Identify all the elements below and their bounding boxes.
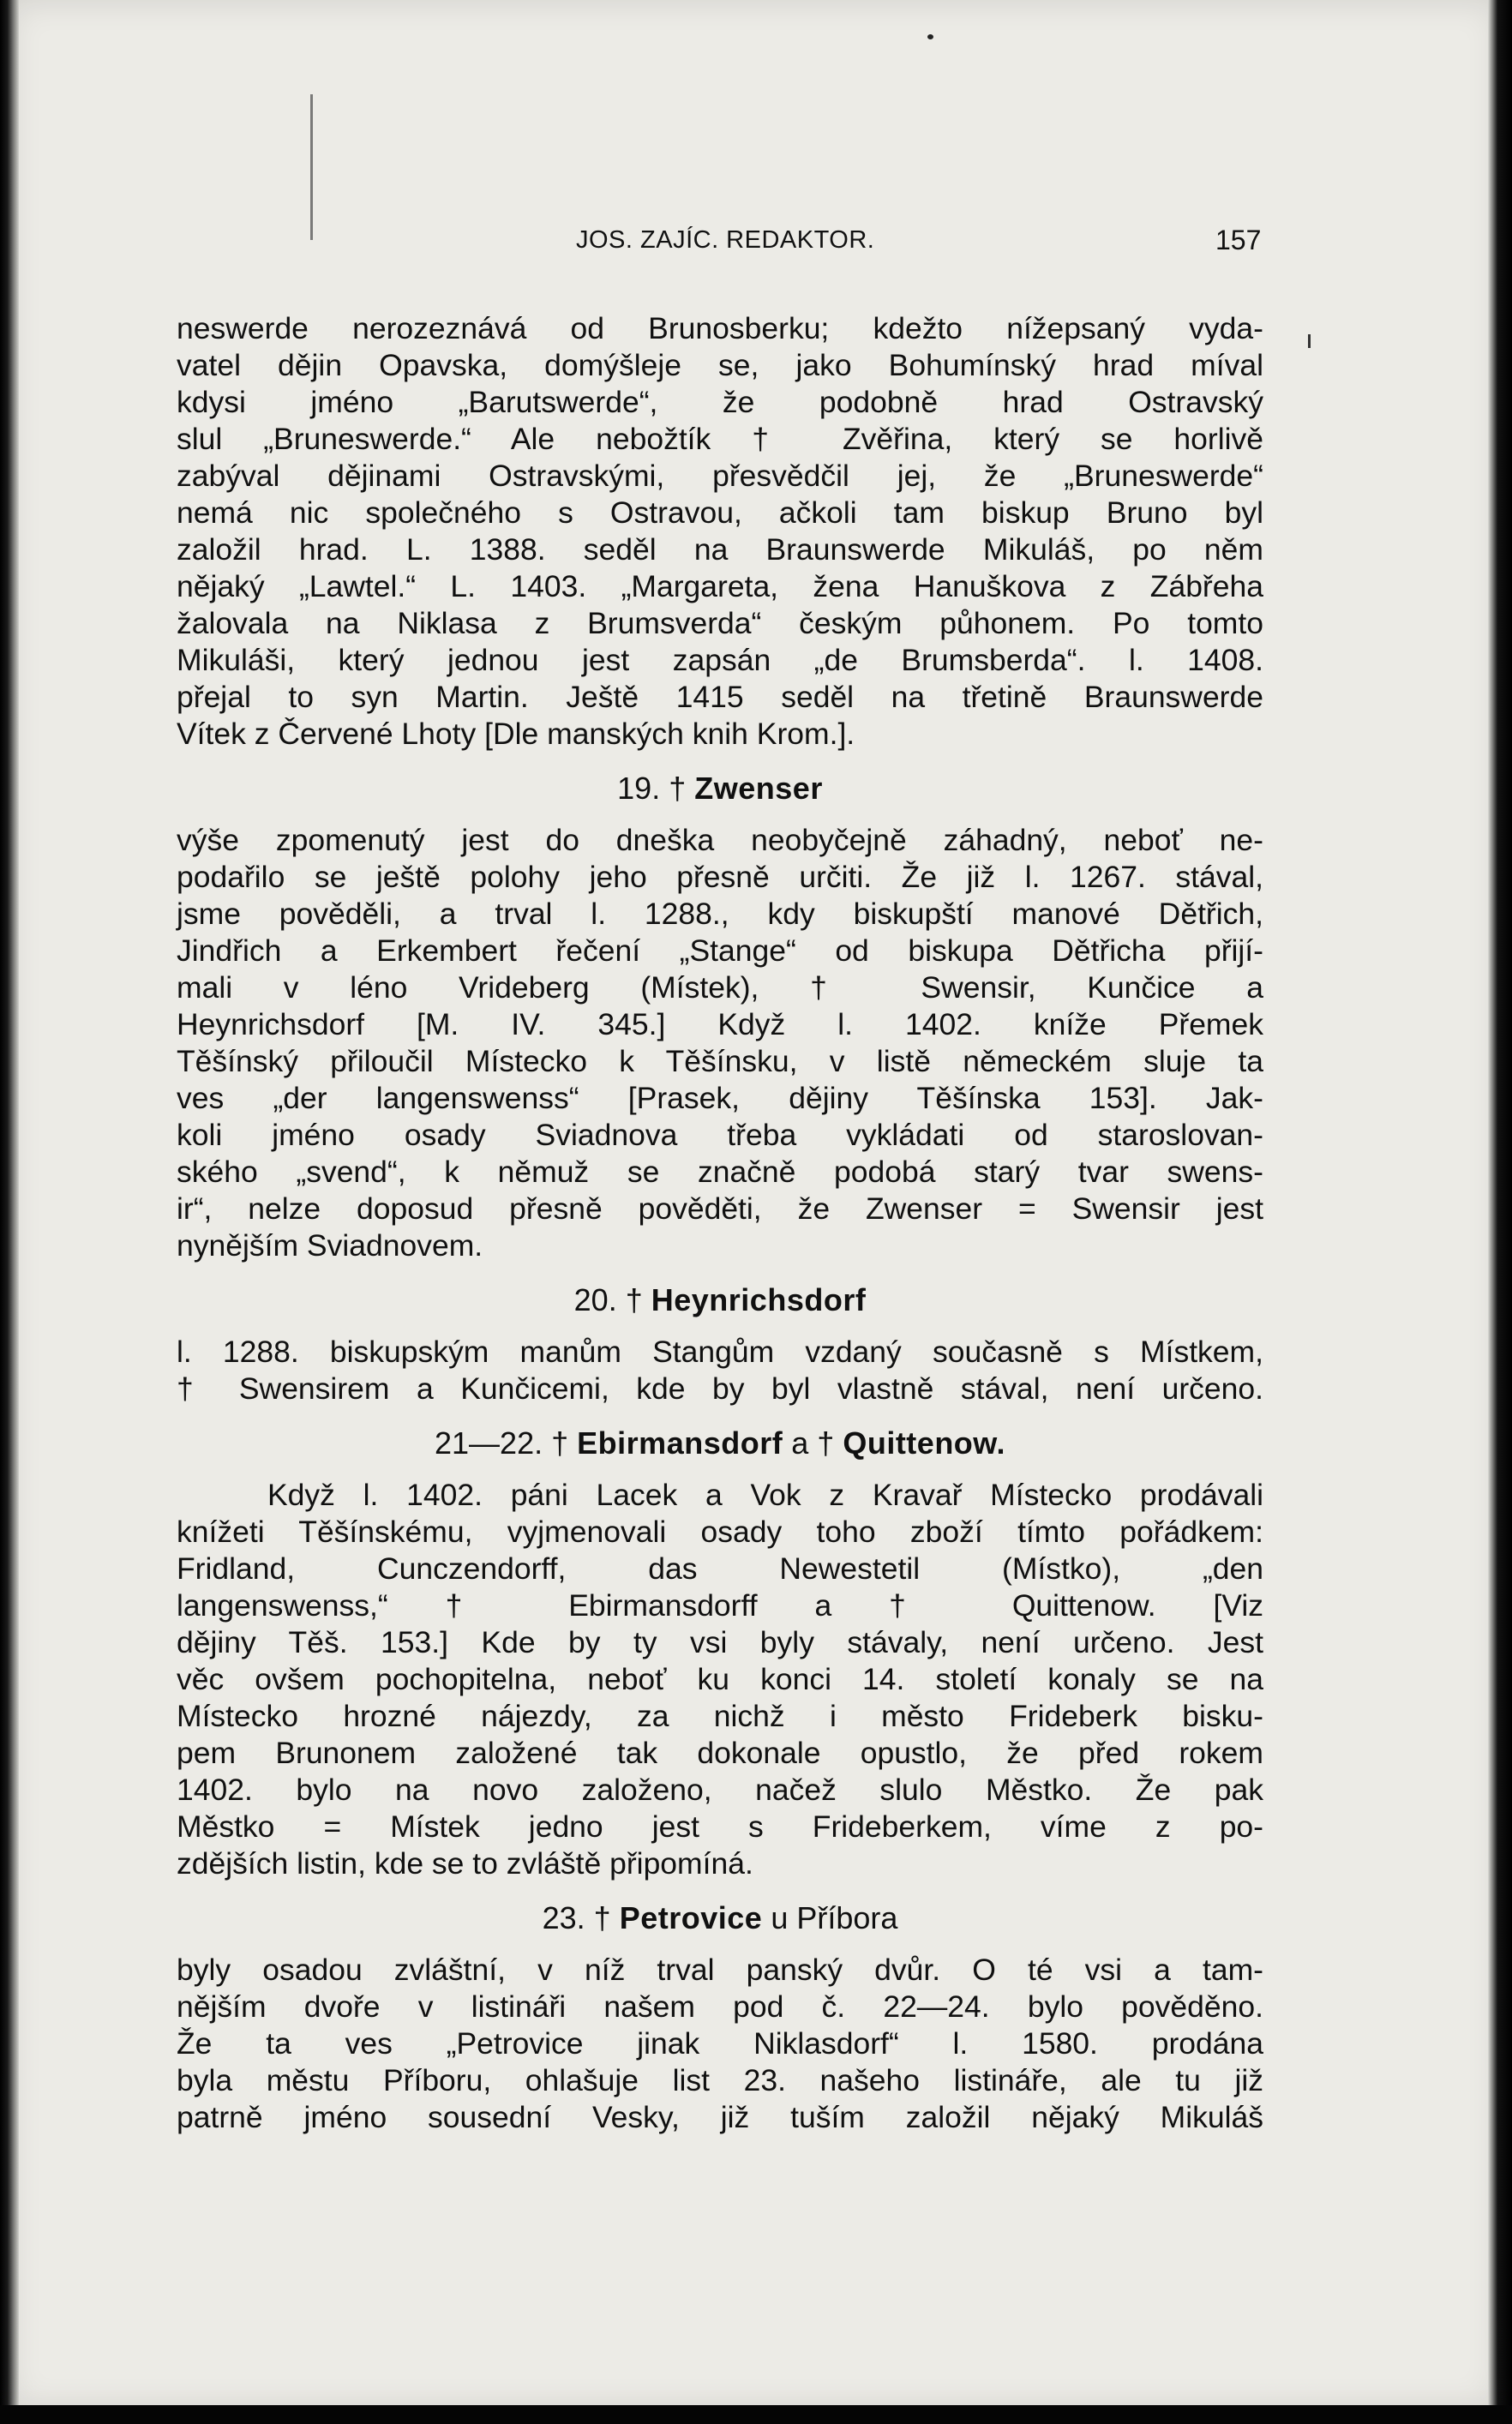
scan-edge-left bbox=[0, 0, 19, 2424]
text-line: ir“, nelze doposud přesně pověděti, že Zwenser = Swensir jest bbox=[177, 1191, 1263, 1226]
text-line: podařilo se ještě polohy jeho přesně určiti. Že již l. 1267. stával, bbox=[177, 860, 1263, 894]
text-line: žalovala na Niklasa z Brumsverda“ českým půhonem. Po tomto bbox=[177, 606, 1263, 640]
text-line: † Swensirem a Kunčicemi, kde by byl vlastně stával, není určeno. bbox=[177, 1371, 1263, 1406]
text-line: nemá nic společného s Ostravou, ačkoli tam biskup Bruno byl bbox=[177, 495, 1263, 530]
text-line: založil hrad. L. 1388. seděl na Braunswerde Mikuláš, po něm bbox=[177, 532, 1263, 567]
scan-edge-right bbox=[1488, 0, 1512, 2424]
page-body bbox=[177, 310, 1263, 2136]
text-line: koli jméno osady Sviadnova třeba vykládati od staroslovan- bbox=[177, 1118, 1263, 1152]
dagger-mark: † bbox=[551, 1425, 569, 1461]
section-heading-23 bbox=[177, 1899, 1263, 1936]
text-line: ského „svend“, k němuž se značně podobá starý tvar swens- bbox=[177, 1155, 1263, 1189]
scan-edge-bottom bbox=[0, 2405, 1512, 2424]
section-conjunction: a bbox=[791, 1425, 809, 1461]
section-title: Heynrichsdorf bbox=[651, 1282, 867, 1317]
text-line: slul „Bruneswerde.“ Ale nebožtík † Zvěřina, který se horlivě bbox=[177, 422, 1263, 456]
text-line: Mikuláši, který jednou jest zapsán „de Brumsberda“. l. 1408. bbox=[177, 643, 1263, 677]
section-number: 19. bbox=[617, 771, 661, 806]
text-line: Vítek z Červené Lhoty [Dle manských knih Krom.]. bbox=[177, 717, 855, 751]
text-line: zdějších listin, kde se to zvláště připomíná. bbox=[177, 1846, 753, 1881]
margin-mark bbox=[1308, 334, 1311, 348]
text-line: byly osadou zvláštní, v níž trval panský dvůr. O té vsi a tam- bbox=[177, 1953, 1263, 1987]
text-line: Fridland, Cunczendorff, das Newestetil (Místko), „den bbox=[177, 1551, 1263, 1586]
dagger-mark: † bbox=[625, 1282, 643, 1317]
text-line: věc ovšem pochopitelna, neboť ku konci 14. století konaly se na bbox=[177, 1662, 1263, 1696]
text-line: Když l. 1402. páni Lacek a Vok z Kravař Místecko prodávali bbox=[267, 1478, 1263, 1512]
text-line: nějším dvoře v listináři našem pod č. 22—24. bylo pověděno. bbox=[177, 1989, 1263, 2024]
section-number: 20. bbox=[573, 1282, 617, 1317]
section-number: 21—22. bbox=[435, 1425, 543, 1461]
text-line: Jindřich a Erkembert řečení „Stange“ od biskupa Dětřicha přijí- bbox=[177, 933, 1263, 968]
text-line: výše zpomenutý jest do dneška neobyčejně záhadný, neboť ne- bbox=[177, 823, 1263, 857]
text-line: ves „der langenswenss“ [Prasek, dějiny Těšínska 153]. Jak- bbox=[177, 1081, 1263, 1115]
text-line: Městko = Místek jedno jest s Frideberkem, víme z po- bbox=[177, 1809, 1263, 1844]
scan-speck bbox=[927, 34, 933, 39]
text-line: pem Brunonem založené tak dokonale opustlo, že před rokem bbox=[177, 1736, 1263, 1770]
text-line: vatel dějin Opavska, domýšleje se, jako Bohumínský hrad míval bbox=[177, 348, 1263, 382]
section-23-body bbox=[177, 1952, 1263, 2136]
text-line: jsme pověděli, a trval l. 1288., kdy biskupští manové Dětřich, bbox=[177, 897, 1263, 931]
text-line: byla městu Příboru, ohlašuje list 23. našeho listináře, ale tu již bbox=[177, 2063, 1263, 2097]
text-line: zabýval dějinami Ostravskými, přesvědčil jej, že „Bruneswerde“ bbox=[177, 459, 1263, 493]
text-line: Že ta ves „Petrovice jinak Niklasdorf“ l. 1580. prodána bbox=[177, 2026, 1263, 2061]
section-intro bbox=[177, 310, 1263, 753]
page-header bbox=[0, 221, 1512, 264]
text-line: nějaký „Lawtel.“ L. 1403. „Margareta, žena Hanuškova z Zábřeha bbox=[177, 569, 1263, 603]
section-title: Petrovice bbox=[619, 1900, 763, 1935]
text-line: patrně jméno sousední Vesky, již tuším založil nějaký Mikuláš bbox=[177, 2100, 1263, 2134]
section-title-suffix: u Příbora bbox=[771, 1900, 898, 1935]
text-line: Heynrichsdorf [M. IV. 345.] Když l. 1402. kníže Přemek bbox=[177, 1007, 1263, 1041]
dagger-mark: † bbox=[817, 1425, 835, 1461]
dagger-mark: † bbox=[669, 771, 687, 806]
gutter-shadow bbox=[310, 94, 313, 240]
section-20-body bbox=[177, 1334, 1263, 1407]
section-heading-21-22 bbox=[177, 1425, 1263, 1461]
text-line: kdysi jméno „Barutswerde“, že podobně hrad Ostravský bbox=[177, 385, 1263, 419]
text-line: Těšínský přiloučil Místecko k Těšínsku, v listě německém sluje ta bbox=[177, 1044, 1263, 1078]
text-line: l. 1288. biskupským manům Stangům vzdaný současně s Místkem, bbox=[177, 1335, 1263, 1369]
text-line: dějiny Těš. 153.] Kde by ty vsi byly stávaly, není určeno. Jest bbox=[177, 1625, 1263, 1659]
text-line: Místecko hrozné nájezdy, za nichž i město Frideberk bisku- bbox=[177, 1699, 1263, 1733]
running-head: JOS. ZAJÍC. REDAKTOR. bbox=[576, 226, 875, 254]
section-heading-20 bbox=[177, 1281, 1263, 1318]
section-19-body bbox=[177, 822, 1263, 1264]
section-title: Quittenow. bbox=[843, 1425, 1005, 1461]
text-line: 1402. bylo na novo založeno, načež slulo Městko. Že pak bbox=[177, 1773, 1263, 1807]
section-21-22-body bbox=[177, 1477, 1263, 1882]
section-heading-19 bbox=[177, 770, 1263, 807]
section-title: Ebirmansdorf bbox=[577, 1425, 783, 1461]
page-number: 157 bbox=[1215, 225, 1262, 255]
dagger-mark: † bbox=[593, 1900, 611, 1935]
section-number: 23. bbox=[542, 1900, 585, 1935]
text-line: knížeti Těšínskému, vyjmenovali osady toho zboží tímto pořádkem: bbox=[177, 1515, 1263, 1549]
text-line: přejal to syn Martin. Ještě 1415 seděl na třetině Braunswerde bbox=[177, 680, 1263, 714]
text-line: nynějším Sviadnovem. bbox=[177, 1228, 483, 1263]
text-line: langenswenss,“ † Ebirmansdorff a † Quittenow. [Viz bbox=[177, 1588, 1263, 1623]
section-title: Zwenser bbox=[694, 771, 823, 806]
text-line: neswerde nerozeznává od Brunosberku; kdežto nížepsaný vyda- bbox=[177, 311, 1263, 345]
text-line: mali v léno Vrideberg (Místek), † Swensir, Kunčice a bbox=[177, 970, 1263, 1005]
